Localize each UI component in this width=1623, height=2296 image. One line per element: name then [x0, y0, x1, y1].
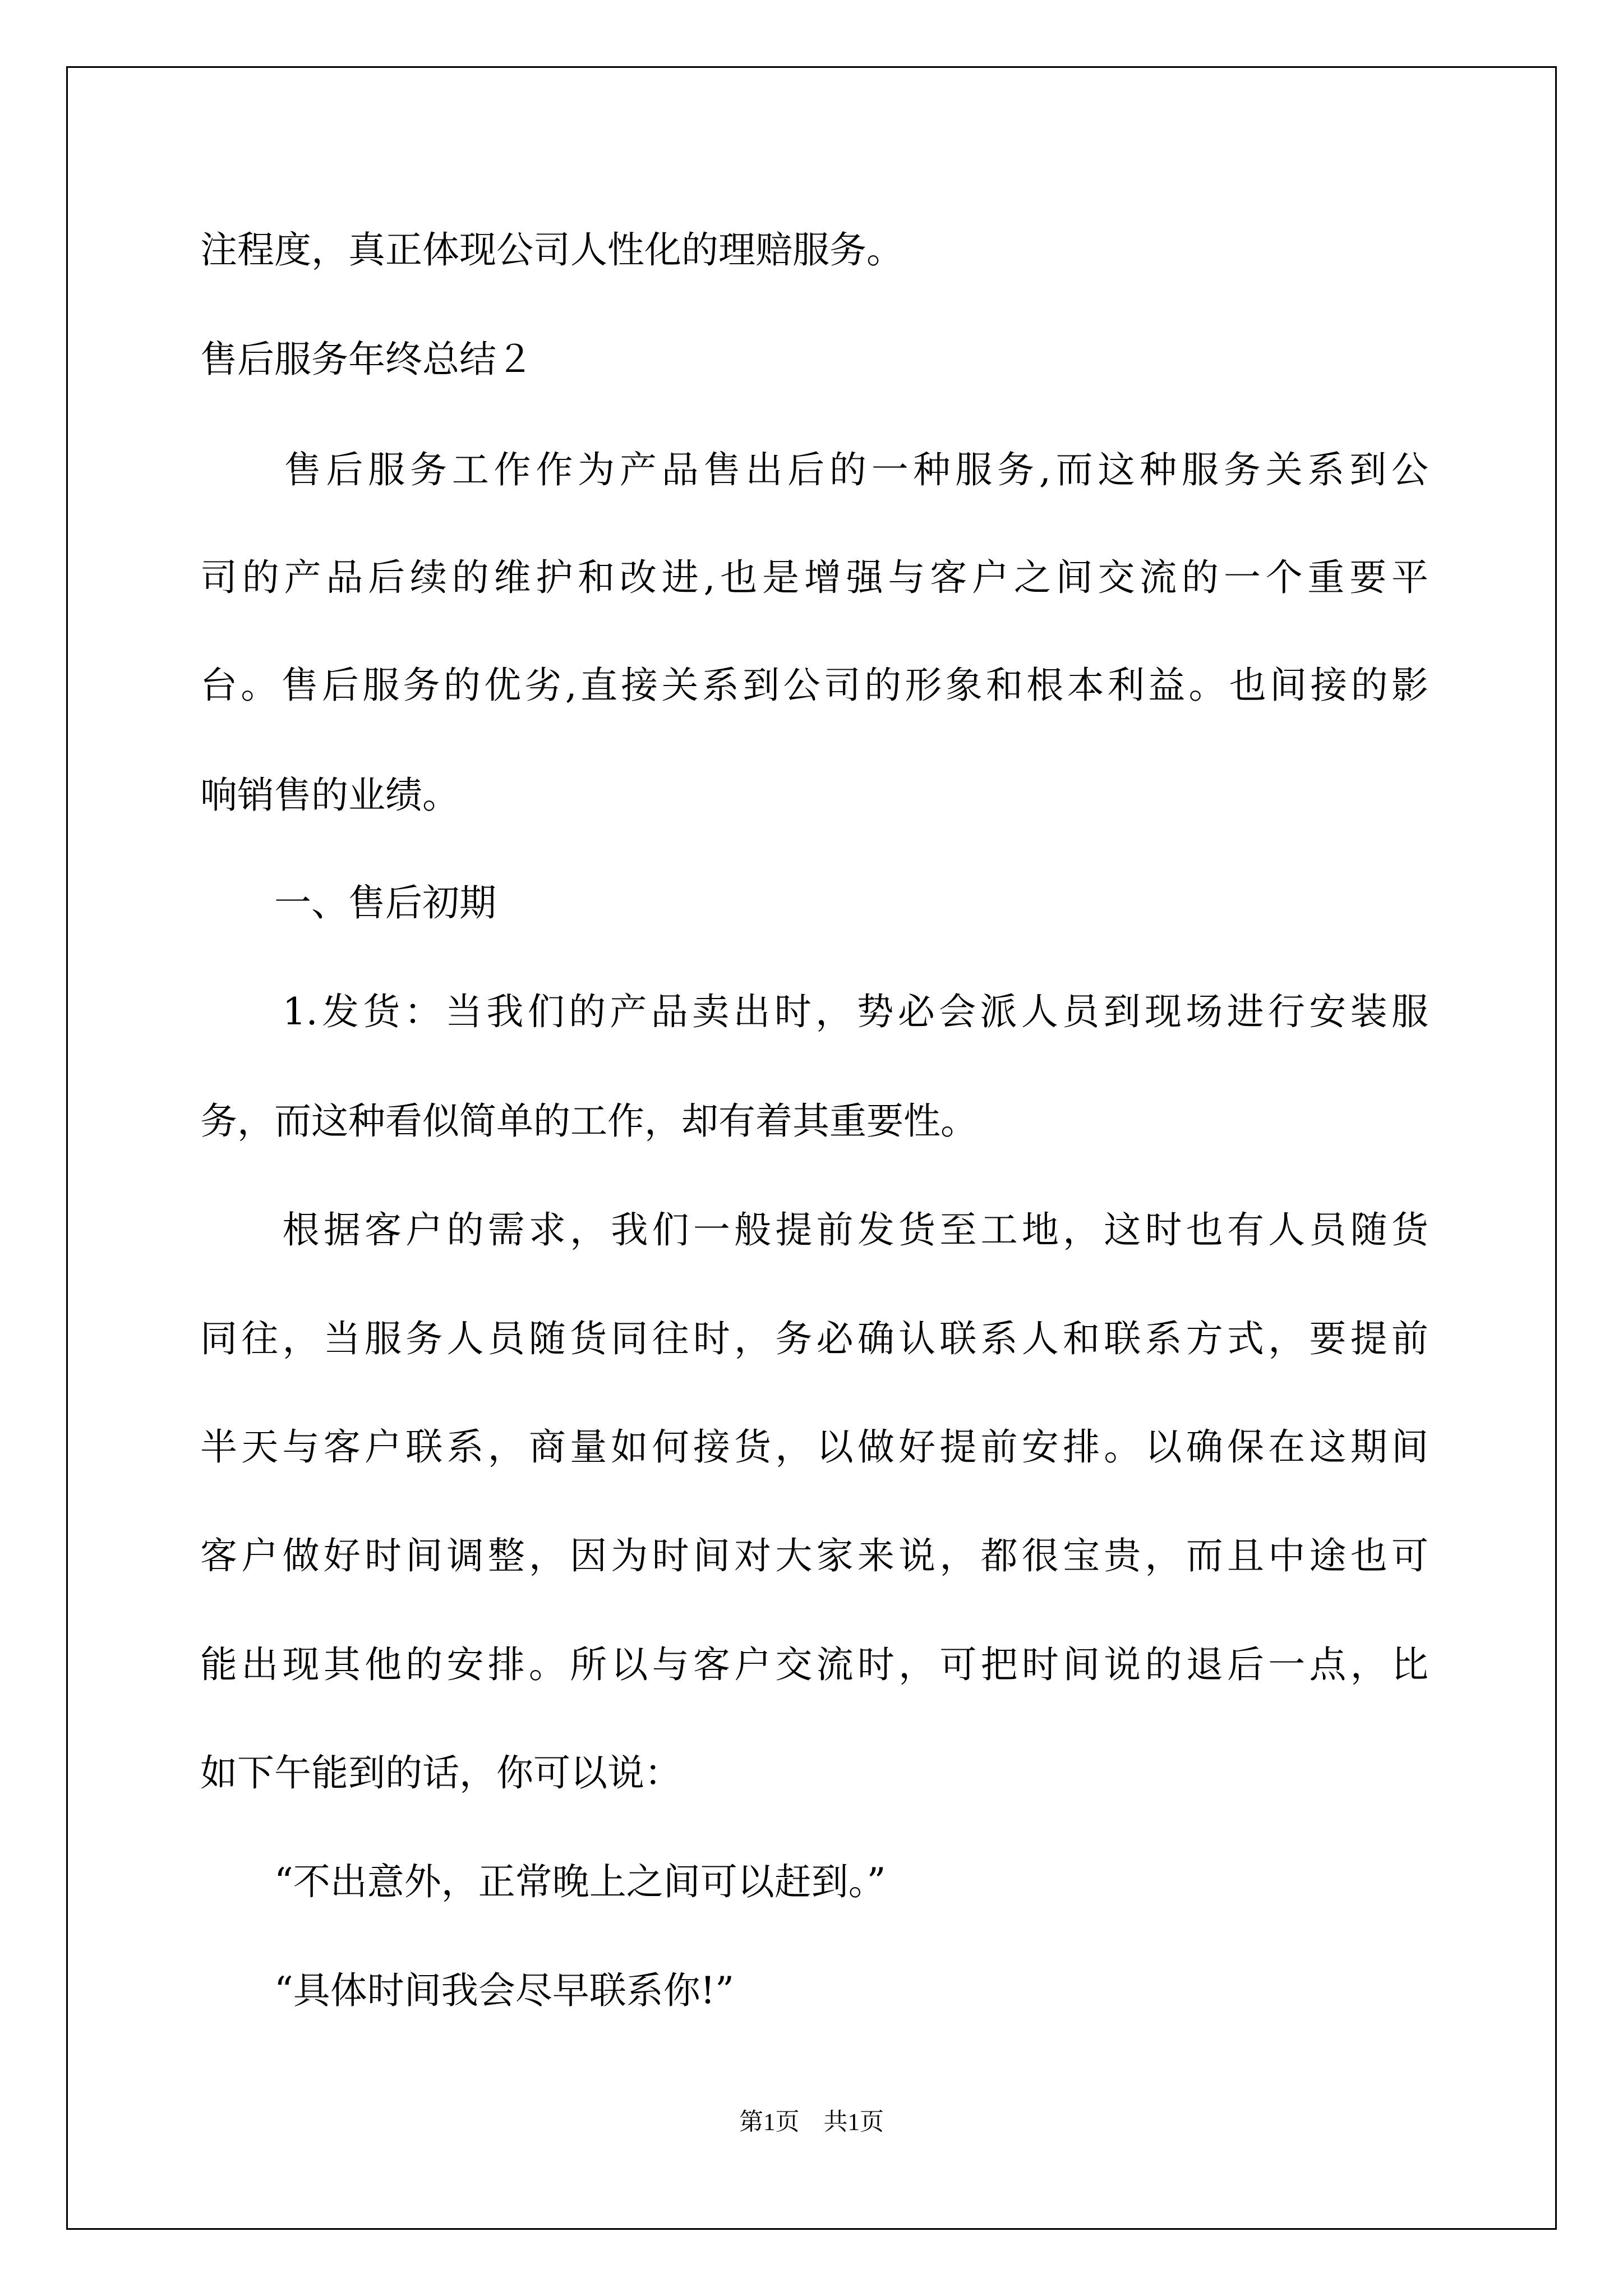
text-line: 半天与客户联系，商量如何接货，以做好提前安排。以确保在这期间: [200, 1425, 1428, 1469]
text-line: 根据客户的需求，我们一般提前发货至工地，这时也有人员随货: [200, 1208, 1428, 1251]
text-line: 同往，当服务人员随货同往时，务必确认联系人和联系方式，要提前: [200, 1317, 1428, 1360]
text-line: 司的产品后续的维护和改进,也是增强与客户之间交流的一个重要平: [200, 556, 1428, 599]
text-line: 售后服务工作作为产品售出后的一种服务,而这种服务关系到公: [200, 448, 1428, 491]
text-line: 客户做好时间调整，因为时间对大家来说，都很宝贵，而且中途也可: [200, 1534, 1428, 1577]
text-line: 如下午能到的话，你可以说：: [200, 1751, 681, 1795]
text-line: 响销售的业绩。: [200, 774, 459, 817]
quote-line: “不出意外，正常晚上之间可以赶到。”: [200, 1860, 886, 1903]
section-heading: 售后服务年终总结２: [200, 338, 533, 381]
quote-line: “具体时间我会尽早联系你!”: [200, 1969, 735, 2012]
page-border: [66, 66, 1557, 2230]
text-line: 能出现其他的安排。所以与客户交流时，可把时间说的退后一点，比: [200, 1643, 1428, 1686]
text-line: 1.发货：当我们的产品卖出时，势必会派人员到现场进行安装服: [200, 990, 1428, 1033]
text-line: 务，而这种看似简单的工作，却有着其重要性。: [200, 1099, 978, 1143]
subheading: 一、售后初期: [200, 881, 496, 924]
page-footer: 第1页 共1页: [739, 2109, 884, 2136]
text-line: 台。售后服务的优劣,直接关系到公司的形象和根本利益。也间接的影: [200, 664, 1428, 707]
text-line: 注程度，真正体现公司人性化的理赔服务。: [200, 228, 903, 272]
